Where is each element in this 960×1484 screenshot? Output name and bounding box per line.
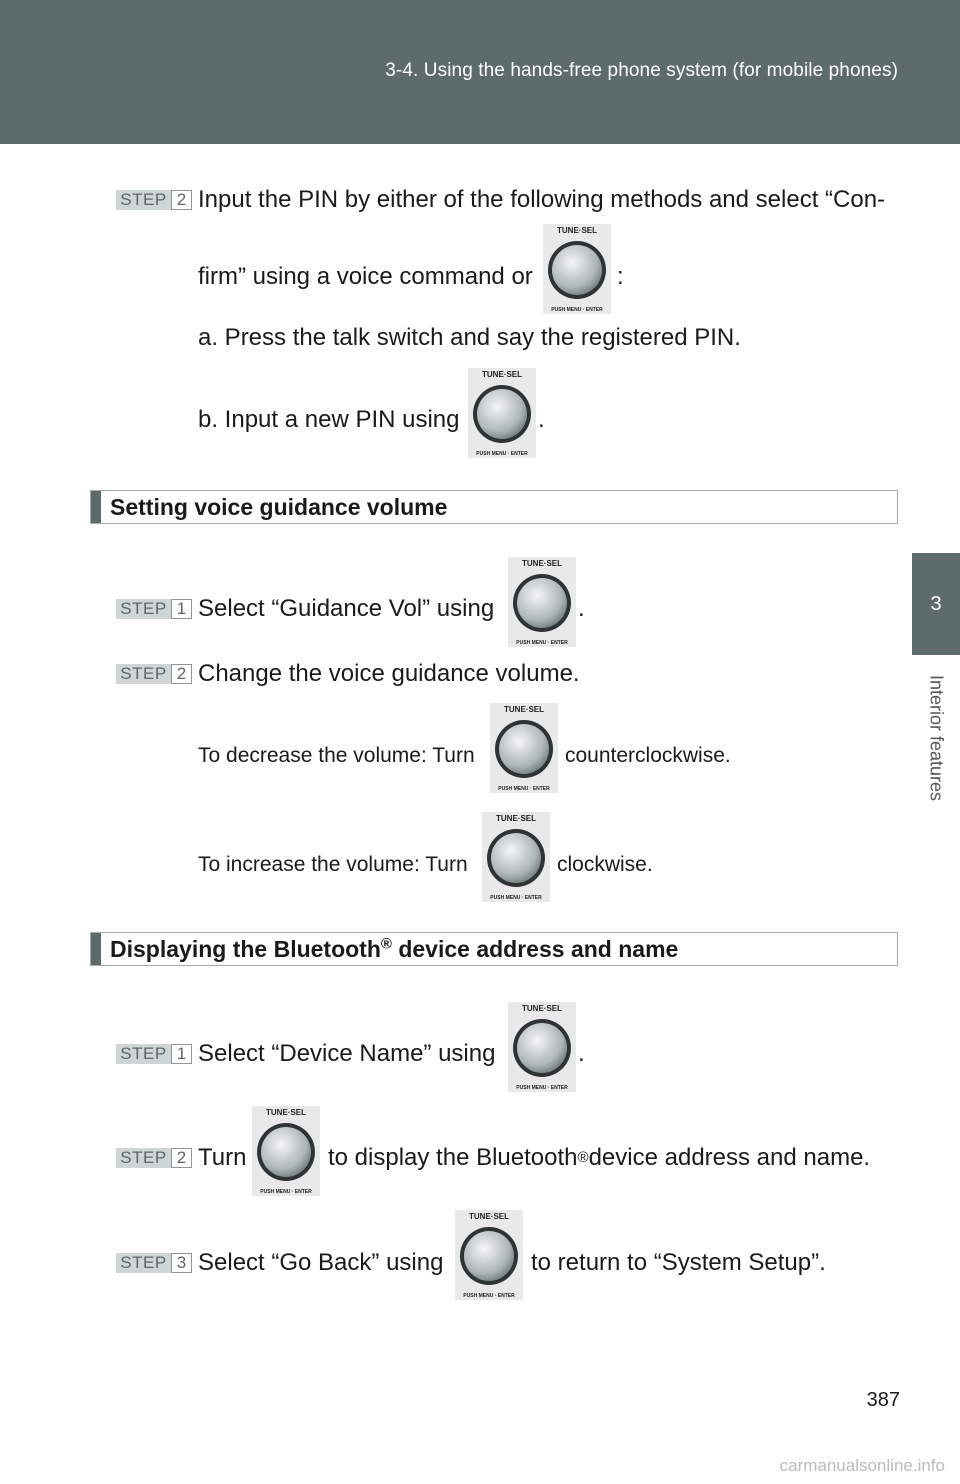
knob-bottom-label: PUSH MENU · ENTER <box>551 307 603 313</box>
knob-top-label: TUNE·SEL <box>482 370 522 379</box>
step-word: STEP <box>116 1148 171 1168</box>
section-title <box>101 936 678 963</box>
section-title-part: device address and name <box>391 935 679 962</box>
knob-cap <box>477 389 527 439</box>
knob-bottom-label: PUSH MENU · ENTER <box>463 1293 515 1299</box>
knob-cap <box>464 1231 514 1281</box>
knob-bottom-label: PUSH MENU · ENTER <box>498 786 550 792</box>
tune-sel-knob-icon <box>252 1106 320 1196</box>
knob-top-label: TUNE·SEL <box>557 226 597 235</box>
knob-top-label: TUNE·SEL <box>266 1108 306 1117</box>
step-number: 2 <box>171 664 192 684</box>
knob-drawing <box>508 557 576 647</box>
section-title-part: Displaying the Bluetooth <box>110 935 381 962</box>
increase-text: To increase the volume: Turn <box>198 853 468 876</box>
section-bar <box>91 491 101 523</box>
tune-sel-knob-icon <box>455 1210 523 1300</box>
tune-sel-knob-icon <box>482 812 550 902</box>
step-word: STEP <box>116 1044 171 1064</box>
step-badge <box>116 1044 192 1064</box>
increase-text-end: clockwise. <box>557 853 653 876</box>
guidance-step1-end: . <box>578 595 585 622</box>
step-badge <box>116 599 192 619</box>
knob-drawing <box>490 703 558 793</box>
knob-top-label: TUNE·SEL <box>469 1212 509 1221</box>
knob-cap <box>491 833 541 883</box>
step-badge <box>116 1148 192 1168</box>
tune-sel-knob-icon <box>490 703 558 793</box>
knob-cap <box>517 1023 567 1073</box>
registered-mark: ® <box>380 934 392 952</box>
tune-sel-knob-icon <box>508 1002 576 1092</box>
chapter-label: Interior features <box>926 674 947 802</box>
knob-cap <box>499 724 549 774</box>
chapter-tab <box>912 553 960 655</box>
knob-cap <box>552 245 602 295</box>
step-word: STEP <box>116 664 171 684</box>
knob-drawing <box>482 812 550 902</box>
device-step2-end: device address and name. <box>588 1144 871 1171</box>
step-badge <box>116 190 192 210</box>
guidance-step1: Select “Guidance Vol” using <box>198 595 495 622</box>
device-step3-end: to return to “System Setup”. <box>531 1249 826 1276</box>
knob-top-label: TUNE·SEL <box>522 1004 562 1013</box>
device-step1: Select “Device Name” using <box>198 1040 496 1067</box>
step-number: 3 <box>171 1253 192 1273</box>
page-header <box>0 0 960 144</box>
device-step2-text: to display the Bluetooth ® device address and name. <box>328 1144 871 1171</box>
knob-drawing <box>508 1002 576 1092</box>
tune-sel-knob-icon <box>543 224 611 314</box>
knob-bottom-label: PUSH MENU · ENTER <box>516 1085 568 1091</box>
tune-sel-knob-icon <box>468 368 536 458</box>
knob-top-label: TUNE·SEL <box>504 705 544 714</box>
pin-option-a: a. Press the talk switch and say the registered PIN. <box>198 324 741 351</box>
knob-top-label: TUNE·SEL <box>522 559 562 568</box>
device-step2-mid: to display the Bluetooth <box>328 1144 578 1171</box>
knob-cap <box>517 578 567 628</box>
pin-option-b-end: . <box>538 406 545 433</box>
step-number: 2 <box>171 190 192 210</box>
section-heading <box>90 932 898 966</box>
step-word: STEP <box>116 599 171 619</box>
section-heading <box>90 490 898 524</box>
step-badge <box>116 1253 192 1273</box>
device-step2: Turn <box>198 1144 247 1171</box>
pin-line1: Input the PIN by either of the following methods and select “Con- <box>198 186 886 213</box>
step-number: 1 <box>171 1044 192 1064</box>
pin-option-b: b. Input a new PIN using <box>198 406 460 433</box>
step-badge <box>116 664 192 684</box>
knob-drawing <box>468 368 536 458</box>
page-number: 387 <box>866 1389 900 1411</box>
knob-bottom-label: PUSH MENU · ENTER <box>260 1189 312 1195</box>
decrease-text: To decrease the volume: Turn <box>198 744 475 767</box>
step-word: STEP <box>116 190 171 210</box>
knob-top-label: TUNE·SEL <box>496 814 536 823</box>
knob-drawing <box>455 1210 523 1300</box>
header-title: 3-4. Using the hands-free phone system (for mobile phones) <box>385 60 898 81</box>
pin-line2-a: firm” using a voice command or <box>198 263 533 290</box>
knob-bottom-label: PUSH MENU · ENTER <box>516 640 568 646</box>
section-title: Setting voice guidance volume <box>110 493 448 520</box>
watermark: carmanualsonline.info <box>779 1456 945 1475</box>
pin-line2-b: : <box>617 263 624 290</box>
device-step1-end: . <box>578 1040 585 1067</box>
tune-sel-knob-icon <box>508 557 576 647</box>
guidance-step2: Change the voice guidance volume. <box>198 660 580 687</box>
knob-bottom-label: PUSH MENU · ENTER <box>476 451 528 457</box>
decrease-text-end: counterclockwise. <box>565 744 731 767</box>
knob-bottom-label: PUSH MENU · ENTER <box>490 895 542 901</box>
knob-cap <box>261 1127 311 1177</box>
knob-drawing <box>543 224 611 314</box>
pin-line2-text <box>198 262 533 292</box>
chapter-number: 3 <box>930 592 942 615</box>
step-word: STEP <box>116 1253 171 1273</box>
device-step3: Select “Go Back” using <box>198 1249 444 1276</box>
step-number: 1 <box>171 599 192 619</box>
section-bar <box>91 933 101 965</box>
knob-drawing <box>252 1106 320 1196</box>
step-number: 2 <box>171 1148 192 1168</box>
